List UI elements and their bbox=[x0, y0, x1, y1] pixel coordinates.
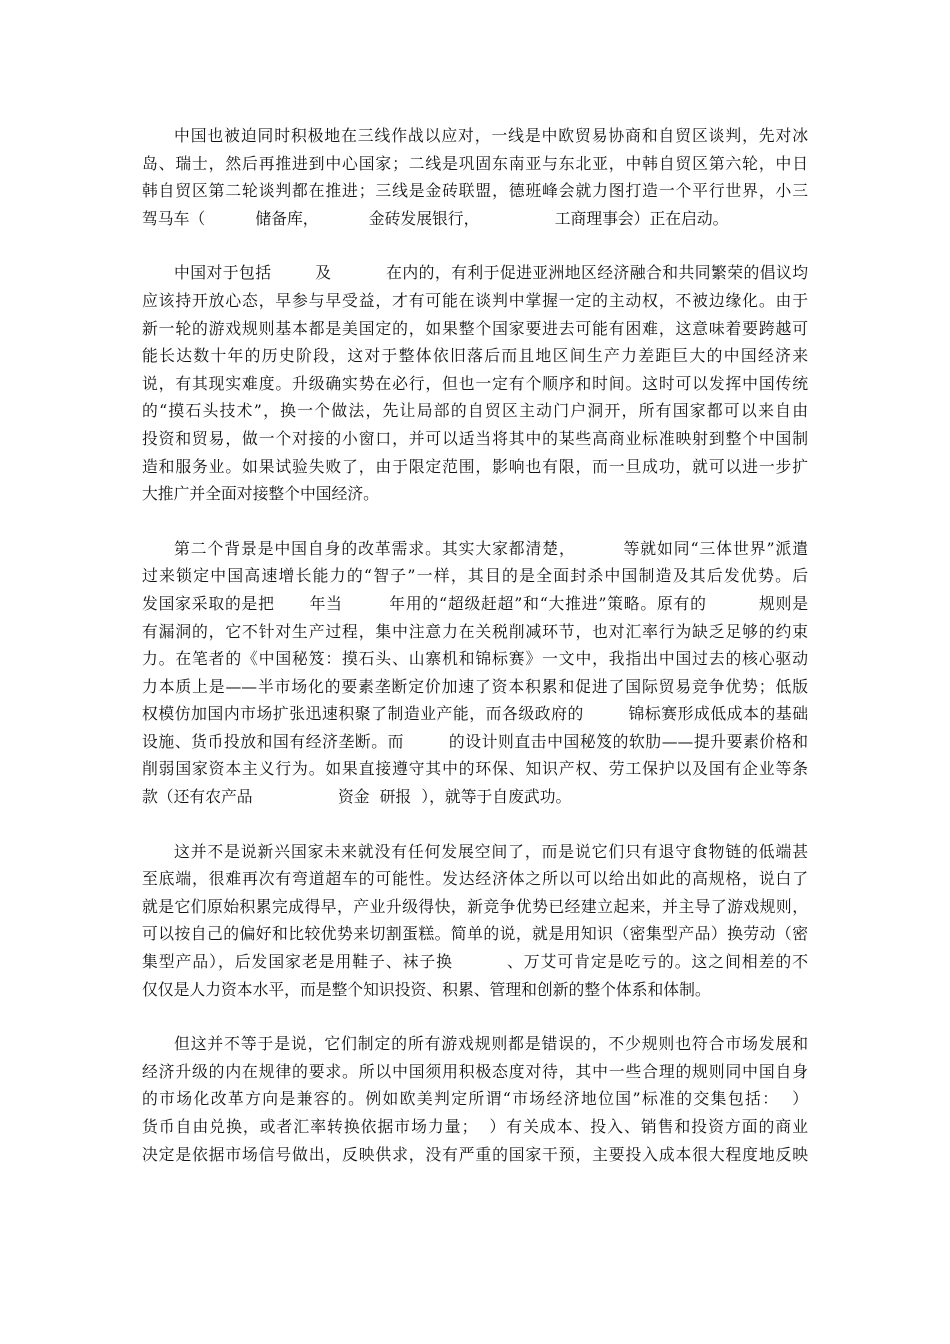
text-line: 岛、瑞士，然后再推进到中心国家；二线是巩固东南亚与东北亚，中韩自贸区第六轮，中日 bbox=[142, 153, 808, 173]
text-line: 投资和贸易，做一个对接的小窗口，并可以适当将其中的某些高商业标准映射到整个中国制 bbox=[142, 428, 808, 448]
text-line: 大推广并全面对接整个中国经济。 bbox=[142, 484, 379, 504]
text-line: 这并不是说新兴国家未来就没有任何发展空间了，而是说它们只有退守食物链的低端甚 bbox=[174, 841, 808, 861]
text-line: 款（还有农产品 资金 研报 ），就等于自废武功。 bbox=[142, 787, 572, 807]
paragraph-2 bbox=[142, 259, 808, 507]
text-line: 造和服务业。如果试验失败了，由于限定范围，影响也有限，而一旦成功，就可以进一步扩 bbox=[142, 456, 808, 476]
text-line: 削弱国家资本主义行为。如果直接遵守其中的环保、知识产权、劳工保护以及国有企业等条 bbox=[142, 759, 808, 779]
text-line: 设施、货币投放和国有经济垄断。而 的设计则直击中国秘笈的软肋——提升要素价格和 bbox=[142, 731, 808, 751]
paragraph-5 bbox=[142, 1030, 808, 1168]
text-line: 发国家采取的是把 年当 年用的“超级赶超”和“大推进”策略。原有的 规则是 bbox=[142, 593, 808, 613]
text-line: 应该持开放心态，早参与早受益，才有可能在谈判中掌握一定的主动权，不被边缘化。由于 bbox=[142, 290, 808, 310]
paragraph-4 bbox=[142, 838, 808, 1004]
text-line: 的市场化改革方向是兼容的。例如欧美判定所谓“市场经济地位国”标准的交集包括： ） bbox=[142, 1089, 808, 1109]
text-line: 第二个背景是中国自身的改革需求。其实大家都清楚， 等就如同“三体世界”派遣 bbox=[174, 538, 808, 558]
text-line: 集型产品），后发国家老是用鞋子、袜子换 、万艾可肯定是吃亏的。这之间相差的不 bbox=[142, 952, 808, 972]
text-line: 驾马车（ 储备库， 金砖发展银行， 工商理事会）正在启动。 bbox=[142, 208, 729, 228]
text-line: 过来锁定中国高速增长能力的“智子”一样，其目的是全面封杀中国制造及其后发优势。后 bbox=[142, 566, 808, 586]
text-line: 货币自由兑换，或者汇率转换依据市场力量； ）有关成本、投入、销售和投资方面的商业 bbox=[142, 1117, 808, 1136]
document-page bbox=[142, 122, 808, 1195]
text-line: 能长达数十年的历史阶段，这对于整体依旧落后而且地区间生产力差距巨大的中国经济来 bbox=[142, 346, 808, 366]
text-line: 可以按自己的偏好和比较优势来切割蛋糕。简单的说，就是用知识（密集型产品）换劳动（密 bbox=[142, 924, 808, 944]
text-line: 决定是依据市场信号做出，反映供求，没有严重的国家干预，主要投入成本很大程度地反映 bbox=[142, 1144, 808, 1164]
text-line: 中国也被迫同时积极地在三线作战以应对，一线是中欧贸易协商和自贸区谈判，先对冰 bbox=[174, 126, 808, 145]
text-line: 韩自贸区第二轮谈判都在推进；三线是金砖联盟，德班峰会就力图打造一个平行世界，小三 bbox=[142, 181, 808, 201]
paragraph-1 bbox=[142, 122, 808, 232]
text-line: 有漏洞的，它不针对生产过程，集中注意力在关税削减环节，也对汇率行为缺乏足够的约束 bbox=[142, 621, 808, 641]
text-line: 力本质上是——半市场化的要素垄断定价加速了资本积累和促进了国际贸易竞争优势；低版 bbox=[142, 676, 808, 696]
text-line: 但这并不等于是说，它们制定的所有游戏规则都是错误的，不少规则也符合市场发展和 bbox=[174, 1034, 808, 1054]
text-line: 经济升级的内在规律的要求。所以中国须用积极态度对待，其中一些合理的规则同中国自身 bbox=[142, 1061, 808, 1081]
text-line: 权模仿加国内市场扩张迅速积聚了制造业产能，而各级政府的 锦标赛形成低成本的基础 bbox=[142, 704, 808, 724]
text-line: 力。在笔者的《中国秘笈：摸石头、山寨机和锦标赛》一文中，我指出中国过去的核心驱动 bbox=[142, 649, 808, 669]
text-line: 中国对于包括 及 在内的，有利于促进亚洲地区经济融合和共同繁荣的倡议均 bbox=[174, 263, 808, 283]
paragraph-3 bbox=[142, 535, 808, 811]
text-line: 新一轮的游戏规则基本都是美国定的，如果整个国家要进去可能有困难，这意味着要跨越可 bbox=[142, 318, 808, 338]
text-line: 仅仅是人力资本水平，而是整个知识投资、积累、管理和创新的整个体系和体制。 bbox=[142, 979, 711, 999]
text-line: 至底端，很难再次有弯道超车的可能性。发达经济体之所以可以给出如此的高规格，说白了 bbox=[142, 869, 808, 889]
text-line: 就是它们原始积累完成得早，产业升级得快，新竞争优势已经建立起来，并主导了游戏规则， bbox=[142, 896, 808, 916]
text-line: 说，有其现实难度。升级确实势在必行，但也一定有个顺序和时间。这时可以发挥中国传统 bbox=[142, 373, 808, 393]
text-line: 的“摸石头技术”，换一个做法，先让局部的自贸区主动门户洞开，所有国家都可以来自由 bbox=[142, 401, 808, 421]
